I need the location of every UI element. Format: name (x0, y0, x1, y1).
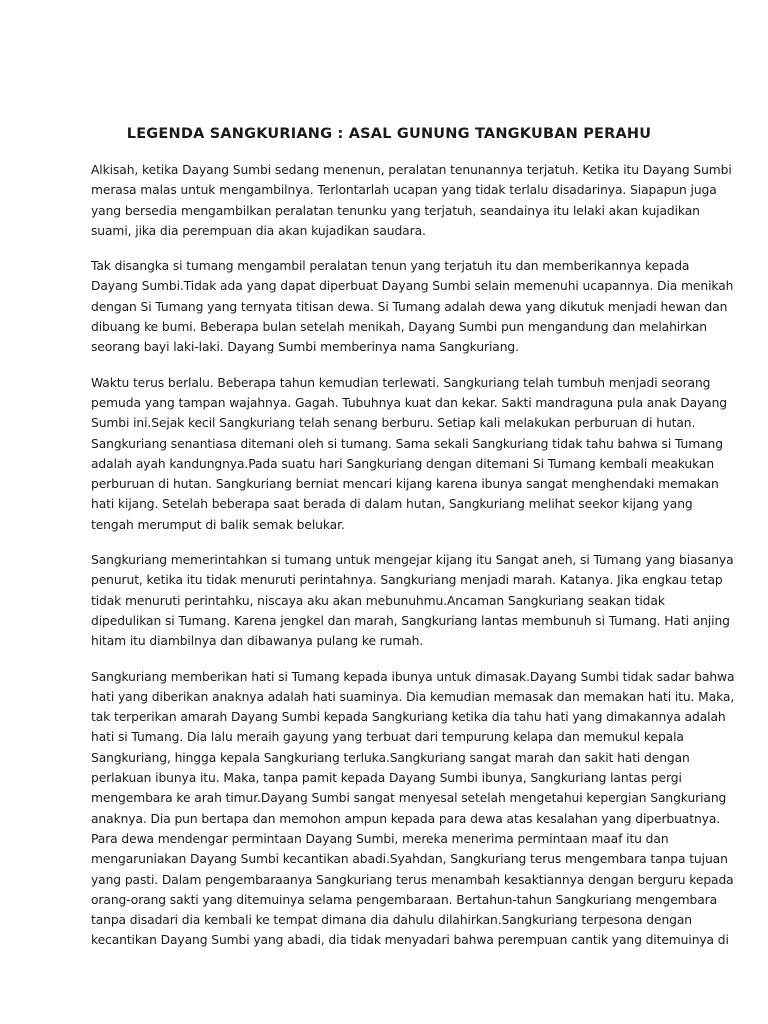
text-line: Para dewa mendengar permintaan Dayang Sumbi, mereka menerima permintaan maaf itu dan (91, 831, 669, 846)
paragraph-1 (91, 160, 732, 241)
text-line: Waktu terus berlalu. Beberapa tahun kemudian terlewati. Sangkuriang telah tumbuh menjadi seorang (91, 375, 711, 390)
paragraph-4 (91, 550, 734, 651)
text-line: Sangkuriang memberikan hati si Tumang kepada ibunya untuk dimasak.Dayang Sumbi tidak sadar bahwa (91, 669, 735, 684)
document-page (91, 125, 735, 966)
text-line: orang-orang sakti yang ditemuinya selama pengembaraan. Bertahun-tahun Sangkuriang mengembara (91, 892, 718, 907)
text-line: pemuda yang tampan wajahnya. Gagah. Tubuhnya kuat dan kekar. Sakti mandraguna pula anak Dayang (91, 395, 728, 410)
text-line: penurut, ketika itu tidak menuruti perintahnya. Sangkuriang menjadi marah. Katanya. Jika engkau tetap (91, 573, 723, 588)
text-line: merasa malas untuk mengambilnya. Terlontarlah ucapan yang tidak terlalu disadarinya. Siapapun juga (91, 183, 717, 198)
text-line: dibuang ke bumi. Beberapa bulan setelah menikah, Dayang Sumbi pun mengandung dan melahirkan (91, 320, 707, 335)
text-line: mengembara ke arah timur.Dayang Sumbi sangat menyesal setelah mengetahui kepergian Sangkuriang (91, 791, 727, 806)
text-line: yang pasti. Dalam pengembaraanya Sangkuriang terus menambah kesaktiannya dengan berguru kepada (91, 872, 734, 887)
text-line: Tak disangka si tumang mengambil peralatan tenun yang terjatuh itu dan memberikannya kepada (91, 259, 690, 274)
text-line: seorang bayi laki-laki. Dayang Sumbi memberinya nama Sangkuriang. (91, 340, 519, 355)
text-line: yang bersedia mengambilkan peralatan tenunku yang terjatuh, seandainya itu lelaki akan kujadikan (91, 203, 700, 218)
text-line: hati kijang. Setelah beberapa saat berada di dalam hutan, Sangkuriang melihat seekor kijang yang (91, 497, 693, 512)
text-line: tengah merumput di balik semak belukar. (91, 517, 345, 532)
text-line: dipedulikan si Tumang. Karena jengkel dan marah, Sangkuriang lantas membunuh si Tumang. Hati anjing (91, 613, 730, 628)
text-line: anaknya. Dia pun bertapa dan memohon ampun kepada para dewa atas kesalahan yang diperbuatnya. (91, 811, 721, 826)
text-line: mengaruniakan Dayang Sumbi kecantikan abadi.Syahdan, Sangkuriang terus mengembara tanpa tujuan (91, 852, 728, 867)
text-line: Sangkuriang memerintahkan si tumang untuk mengejar kijang itu Sangat aneh, si Tumang yang biasanya (91, 553, 734, 568)
text-line: suami, jika dia perempuan dia akan kujadikan saudara. (91, 223, 426, 238)
document-title: LEGENDA SANGKURIANG : ASAL GUNUNG TANGKUBAN PERAHU (126, 126, 652, 142)
paragraph-2 (91, 256, 734, 357)
text-line: Alkisah, ketika Dayang Sumbi sedang menenun, peralatan tenunannya terjatuh. Ketika itu Dayang Sumbi (91, 163, 732, 177)
text-line: Dayang Sumbi.Tidak ada yang dapat diperbuat Dayang Sumbi selain memenuhi ucapannya. Dia menikah (91, 279, 734, 294)
text-line: dengan Si Tumang yang ternyata titisan dewa. Si Tumang adalah dewa yang dikutuk menjadi hewan dan (91, 299, 728, 314)
text-line: tidak menuruti perintahku, niscaya aku akan mebunuhmu.Ancaman Sangkuriang seakan tidak (91, 593, 665, 608)
text-line: hitam itu diambilnya dan dibawanya pulang ke rumah. (91, 634, 424, 649)
text-line: Sangkuriang, hingga kepala Sangkuriang terluka.Sangkuriang sangat marah dan sakit hati dengan (91, 750, 690, 765)
text-line: hati si Tumang. Dia lalu meraih gayung yang terbuat dari tempurung kelapa dan memukul kepala (91, 730, 684, 745)
text-line: Sangkuriang senantiasa ditemani oleh si tumang. Sama sekali Sangkuriang tidak tahu bahwa si Tumang (91, 436, 723, 451)
paragraph-3 (91, 373, 728, 535)
text-line: Sumbi ini.Sejak kecil Sangkuriang telah senang berburu. Setiap kali melakukan perburuan di hutan. (91, 416, 696, 431)
text-line: kecantikan Dayang Sumbi yang abadi, dia tidak menyadari bahwa perempuan cantik yang ditemuinya di (91, 933, 729, 948)
text-line: tanpa disadari dia kembali ke tempat dimana dia dahulu dilahirkan.Sangkuriang terpesona dengan (91, 913, 693, 928)
text-line: hati yang diberikan anaknya adalah hati suaminya. Dia kemudian memasak dan memakan hati itu. Maka, (91, 689, 735, 704)
text-line: perlakuan ibunya itu. Maka, tanpa pamit kepada Dayang Sumbi ibunya, Sangkuriang lantas pergi (91, 771, 682, 786)
text-line: adalah ayah kandungnya.Pada suatu hari Sangkuriang dengan ditemani Si Tumang kembali meakukan (91, 456, 715, 471)
text-line: perburuan di hutan. Sangkuriang berniat mencari kijang karena ibunya sangat menghendaki memakan (91, 477, 719, 492)
text-line: tak terperikan amarah Dayang Sumbi kepada Sangkuriang ketika dia tahu hati yang dimakannya adalah (91, 710, 726, 725)
paragraph-5 (91, 667, 735, 951)
